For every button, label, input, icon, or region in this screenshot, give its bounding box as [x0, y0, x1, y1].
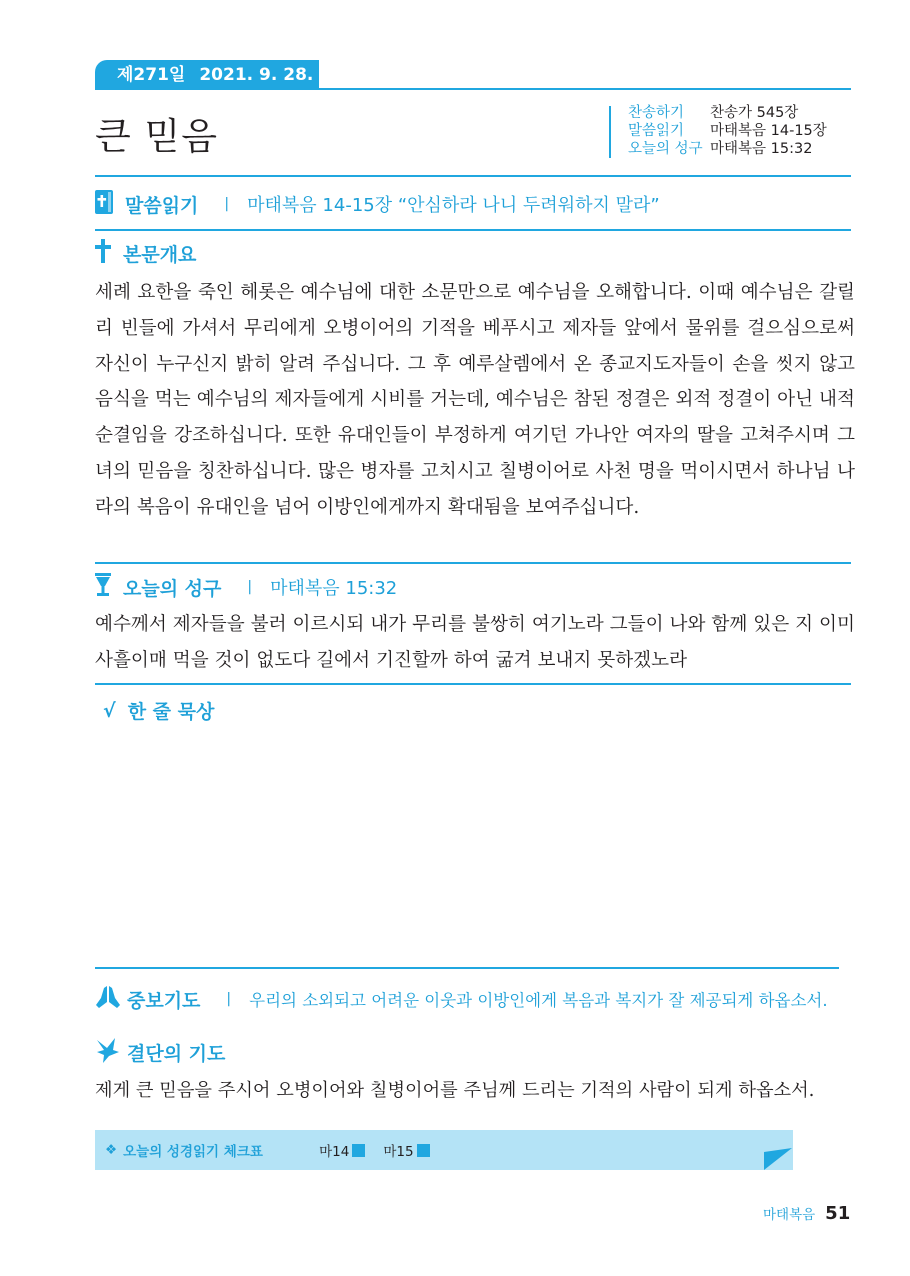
dove-icon: [95, 1036, 121, 1068]
date-tab: [95, 60, 336, 90]
bible-icon: [95, 190, 113, 218]
divider: [95, 229, 851, 231]
checklist-label: 오늘의 성경읽기 체크표: [123, 1144, 263, 1160]
info-row-hymn: 찬송하기 찬송가 545장: [628, 105, 799, 121]
summary-title: 본문개요: [123, 243, 197, 266]
checkbox[interactable]: [417, 1144, 430, 1157]
footer-book: 마태복음: [763, 1207, 816, 1223]
reading-checklist: [95, 1130, 793, 1170]
resolution-title: 결단의 기도: [127, 1042, 226, 1065]
checklist-item: 마15: [383, 1140, 429, 1160]
cross-icon: [95, 239, 111, 267]
intercession-text: 우리의 소외되고 어려운 이웃과 이방인에게 복음과 복지가 잘 제공되게 하옵소서.: [249, 991, 828, 1010]
summary-header: [95, 239, 196, 267]
reading-header: [95, 190, 660, 218]
summary-text: 세례 요한을 죽인 헤롯은 예수님에 대한 소문만으로 예수님을 오해합니다. 이때 예수님은 갈릴리 빈들에 가셔서 무리에게 오병이어의 기적을 베푸시고 제자들 앞에서 물위를 걸으심으로써 자신이 누구신지 밝히 알려 주십니다. 그 후 예루살렘에서 온 종교지도자들이 손을 씻지 않고 음식을 먹는 예수님의 제자들에게 시비를 거는데, 예수님은 참된 정결은 외적 정결이 아닌 내적 순결임을 강조하십니다. 또한 유대인들이 부정하게 여기던 가나안 여자의 딸을 고쳐주시며 그녀의 믿음을 칭찬하십니다. 많은 병자를 고치시고 칠병이어로 사천 명을 먹이시면서 하나님 나라의 복음이 유대인을 넘어 이방인에게까지 확대됨을 보여주십니다.: [95, 282, 855, 518]
intercession-title: 중보기도: [127, 989, 201, 1012]
info-row-reading: 말씀읽기 마태복음 14-15장: [628, 123, 827, 139]
info-row-verse: 오늘의 성구 마태복음 15:32: [628, 141, 813, 157]
reading-separator: |: [224, 196, 230, 212]
info-box: [628, 104, 827, 158]
date-label: 2021. 9. 28. 화: [199, 65, 336, 85]
checkbox[interactable]: [352, 1144, 365, 1157]
resolution-text: 제게 큰 믿음을 주시어 오병이어와 칠병이어를 주님께 드리는 기적의 사람이 되게 하옵소서.: [95, 1080, 815, 1101]
top-rule: [95, 88, 851, 90]
chalice-icon: [95, 573, 111, 601]
day-number: 제271일: [117, 65, 186, 85]
meditation-header: [95, 697, 214, 724]
reading-subtitle: 마태복음 14-15장 “안심하라 나니 두려워하지 말라”: [247, 195, 660, 216]
verse-title: 오늘의 성구: [123, 577, 222, 600]
verse-ref: 마태복음 15:32: [270, 578, 398, 599]
intercession-header: [95, 984, 828, 1014]
verse-separator: |: [247, 579, 253, 595]
page-number: 51: [825, 1203, 851, 1224]
resolution-header: [95, 1036, 225, 1068]
page-title: 큰 믿음: [95, 115, 218, 158]
divider: [95, 175, 851, 177]
page-footer: [763, 1203, 850, 1224]
reading-title: 말씀읽기: [125, 194, 199, 217]
praying-hands-icon: [95, 984, 121, 1014]
diamond-bullet-icon: ❖: [105, 1142, 118, 1158]
intercession-separator: |: [226, 991, 232, 1007]
page-corner-icon: [764, 1148, 792, 1170]
info-divider: [609, 106, 611, 158]
check-icon: √: [103, 699, 116, 722]
checklist-item: 마14: [319, 1140, 365, 1160]
verse-text: 예수께서 제자들을 불러 이르시되 내가 무리를 불쌍히 여기노라 그들이 나와 함께 있은 지 이미 사흘이매 먹을 것이 없도다 길에서 기진할까 하여 굶겨 보내지 못하겠노라: [95, 614, 855, 671]
divider: [95, 562, 851, 564]
divider: [95, 683, 851, 685]
divider: [95, 967, 839, 969]
meditation-title: 한 줄 묵상: [127, 701, 215, 723]
verse-header: [95, 573, 397, 601]
